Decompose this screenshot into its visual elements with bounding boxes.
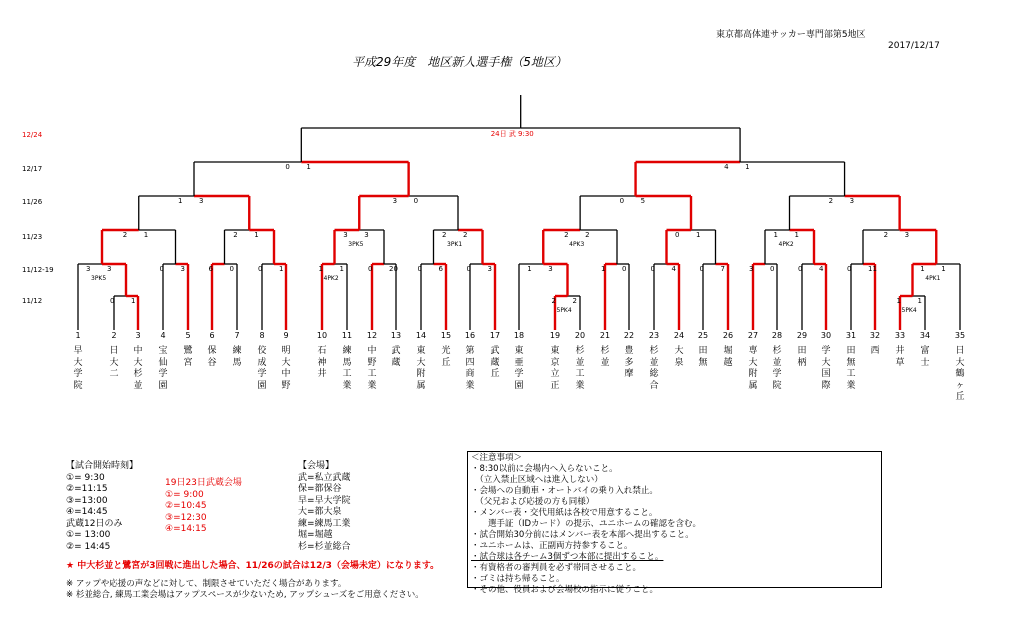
score-left: 1 [178, 197, 183, 205]
score-left: 3 [343, 231, 348, 239]
score-right: 6 [438, 265, 443, 273]
team-number: 9 [283, 331, 289, 340]
team-name: 鷺宮 [183, 346, 193, 368]
score-right: 2 [463, 231, 468, 239]
score-right: 3 [107, 265, 112, 273]
team-name: 杉並学院 [772, 346, 782, 391]
team-number: 10 [316, 331, 328, 340]
team-number: 21 [599, 331, 611, 340]
team-name: 杉並 [600, 346, 610, 368]
venues-heading: 【会場】 [298, 461, 335, 471]
team-name: 練馬 [232, 346, 242, 368]
score-right: 0 [622, 265, 627, 273]
score-right: 3 [180, 265, 185, 273]
musashi-time-2: ②=10:45 [165, 501, 207, 511]
team-name: 東京立正 [550, 346, 560, 391]
score-right: 1 [131, 297, 136, 305]
team-name: 宝仙学園 [158, 346, 168, 391]
score-left: 0 [285, 163, 290, 171]
team-name: 豊多摩 [624, 346, 634, 379]
score-right: 0 [229, 265, 234, 273]
team-number: 24 [673, 331, 685, 340]
score-right: 0 [770, 265, 775, 273]
team-name: 第四商業 [465, 346, 475, 391]
start-time-1: ①= 9:30 [66, 472, 105, 483]
team-name: 東大附属 [416, 346, 426, 391]
team-number: 35 [954, 331, 966, 340]
team-name: 堀越 [723, 346, 733, 368]
score-left: 1 [527, 265, 532, 273]
caution-line: ・ユニホームは、正副両方持参すること。 [471, 541, 633, 551]
team-name: 日大鶴ヶ丘 [955, 346, 965, 402]
score-right: 2 [585, 231, 590, 239]
score-left: 6 [208, 265, 213, 273]
score-left: 0 [417, 265, 422, 273]
musashi-12-heading: 武蔵12日のみ [66, 518, 123, 529]
score-right: 3 [548, 265, 553, 273]
team-name: 専大附属 [748, 346, 758, 391]
venue-5: 練=練馬工業 [298, 518, 351, 529]
round-date-round3: 11/23 [22, 233, 43, 241]
caution-line: 選手証（IDカード）の提示、ユニホームの確認を含む。 [471, 519, 702, 529]
caution-line: ・その他、役員および会場校の指示に従うこと。 [471, 585, 659, 595]
score-right: 1 [254, 231, 259, 239]
team-number: 17 [489, 331, 501, 340]
round-date-quarterfinal: 11/26 [22, 198, 43, 206]
caution-line: ・メンバー表・交代用紙は各校で用意すること。 [471, 508, 658, 518]
musashi-19-23-times [165, 478, 242, 536]
score-left: 1 [896, 297, 901, 305]
pk-result: 3PK5 [91, 275, 107, 282]
musashi-time-4: ④=14:15 [165, 524, 207, 534]
score-right: 1 [745, 163, 750, 171]
score-left: 2 [442, 231, 447, 239]
team-number: 28 [771, 331, 783, 340]
team-number: 15 [440, 331, 452, 340]
team-number: 14 [415, 331, 427, 340]
score-right: 1 [143, 231, 149, 239]
team-name: 杉並工業 [575, 346, 585, 391]
team-name: 佼成学園 [257, 346, 267, 391]
score-left: 0 [847, 265, 852, 273]
caution-line: ・有資格者の審判員を必ず帯同させること。 [471, 563, 642, 573]
caution-line-underlined: ・試合球は各チーム3個ずつ本部に提出すること。 [471, 552, 664, 562]
venue-3: 早=早大学院 [298, 495, 351, 506]
venue-1: 武=私立武蔵 [298, 472, 351, 483]
score-left: 3 [749, 265, 754, 273]
team-name: 田無 [698, 346, 708, 368]
organizer: 東京都高体連サッカー専門部第5地区 [716, 30, 866, 40]
team-number: 3 [135, 331, 141, 340]
team-number: 23 [648, 331, 660, 340]
round-date-round2: 11/12-19 [22, 266, 54, 274]
team-number: 33 [894, 331, 906, 340]
score-left: 0 [619, 197, 625, 205]
score-right: 1 [941, 265, 946, 273]
document-date: 2017/12/17 [888, 41, 940, 51]
score-left: 2 [233, 231, 238, 239]
team-name: 明大中野 [281, 346, 291, 391]
score-left: 0 [110, 297, 115, 305]
score-right: 20 [389, 265, 398, 273]
score-left: 0 [650, 265, 655, 273]
score-left: 1 [773, 231, 778, 239]
musashi-12-time-2: ②= 14:45 [66, 541, 111, 552]
score-left: 0 [258, 265, 263, 273]
team-number: 4 [160, 331, 166, 340]
score-left: 2 [564, 231, 569, 239]
team-name: 日大二 [109, 346, 119, 379]
score-right: 4 [819, 265, 824, 273]
team-name: 田無工業 [846, 346, 856, 391]
team-number: 11 [341, 331, 353, 340]
score-left: 0 [368, 265, 373, 273]
score-left: 4 [724, 163, 729, 171]
team-name: 井草 [895, 346, 905, 368]
score-right: 4 [671, 265, 676, 273]
score-left: 2 [551, 297, 556, 305]
team-name: 富士 [920, 346, 930, 368]
score-left: 1 [920, 265, 925, 273]
team-name: 中野工業 [367, 346, 377, 391]
score-right: 3 [364, 231, 369, 239]
start-time-4: ④=14:45 [66, 507, 108, 517]
score-left: 2 [122, 231, 128, 239]
pk-result: 5PK4 [556, 307, 572, 314]
team-number: 1 [75, 331, 81, 340]
score-left: 0 [798, 265, 803, 273]
score-right: 3 [199, 197, 204, 205]
start-time-3: ③=13:00 [66, 495, 108, 506]
caution-line: （立入禁止区域へは進入しない） [471, 475, 603, 485]
cautions-box [467, 451, 882, 595]
score-left: 3 [86, 265, 91, 273]
team-name: 武蔵 [391, 346, 401, 368]
team-number: 26 [722, 331, 734, 340]
score-right: 2 [572, 297, 577, 305]
score-right: 11 [868, 265, 877, 273]
musashi-12-time-1: ①= 13:00 [66, 530, 111, 540]
start-times [66, 461, 138, 553]
team-name: 早大学院 [73, 346, 83, 391]
team-number: 16 [464, 331, 476, 340]
team-name: 杉並総合 [649, 346, 659, 391]
score-right: 3 [849, 197, 855, 205]
venue-2: 保=都保谷 [298, 484, 342, 494]
pk-result: 4PK2 [323, 275, 339, 282]
team-name: 石神井 [317, 346, 327, 379]
score-right: 3 [487, 265, 492, 273]
team-number: 30 [820, 331, 832, 340]
team-number: 19 [549, 331, 561, 340]
caution-line: ・8:30以前に会場内へ入らないこと。 [471, 464, 618, 474]
score-left: 0 [159, 265, 164, 273]
team-number: 22 [623, 331, 635, 340]
team-name: 東亜学園 [514, 346, 524, 391]
venue-6: 堀=堀越 [298, 530, 333, 540]
notes [66, 579, 424, 601]
team-number: 13 [390, 331, 402, 340]
score-left: 1 [601, 265, 606, 273]
team-name: 田柄 [797, 346, 807, 368]
score-left: 2 [828, 197, 834, 205]
team-number: 34 [919, 331, 931, 340]
caution-line: ・ゴミは持ち帰ること。 [471, 574, 565, 584]
team-number: 25 [697, 331, 709, 340]
score-right: 5 [640, 197, 646, 205]
score-right: 1 [794, 231, 799, 239]
round-date-final: 12/24 [22, 131, 43, 139]
score-right: 3 [904, 231, 910, 239]
team-name: 保谷 [207, 346, 217, 368]
team-number: 31 [845, 331, 857, 340]
score-left: 1 [318, 265, 323, 273]
note-2: ※ 杉並総合, 練馬工業会場はアップスペースが少ないため, アップシューズをご用意ください。 [66, 590, 424, 600]
venue-7: 杉=杉並総合 [298, 541, 351, 552]
team-name: 大泉 [674, 346, 684, 368]
team-name: 学大国際 [821, 346, 831, 391]
pk-result: 5PK4 [901, 307, 917, 314]
team-name: 中大杉並 [133, 346, 143, 391]
team-number: 2 [111, 331, 117, 340]
cautions-heading: ＜注意事項＞ [471, 453, 523, 463]
musashi-19-23-heading: 19日23日武蔵会場 [165, 478, 242, 488]
team-number: 20 [574, 331, 586, 340]
team-name: 西 [870, 346, 880, 356]
team-number: 12 [366, 331, 378, 340]
score-right: 0 [413, 197, 419, 205]
team-number: 18 [513, 331, 525, 340]
score-left: 3 [392, 197, 398, 205]
team-number: 6 [209, 331, 215, 340]
score-right: 1 [917, 297, 922, 305]
page-title: 平成29年度 地区新人選手権（5地区） [352, 55, 567, 69]
team-name: 光丘 [441, 346, 451, 368]
team-number: 8 [259, 331, 265, 340]
team-number: 5 [185, 331, 191, 340]
venues [298, 461, 351, 553]
pk-result: 3PK5 [348, 241, 364, 248]
round-date-semifinal: 12/17 [22, 165, 43, 173]
pk-result: 4PK1 [925, 275, 941, 282]
musashi-time-1: ①= 9:00 [165, 489, 204, 500]
team-name: 武蔵丘 [490, 346, 500, 379]
score-left: 0 [675, 231, 680, 239]
pk-result: 4PK2 [778, 241, 794, 248]
team-number: 27 [747, 331, 759, 340]
team-number: 7 [234, 331, 240, 340]
team-name: 練馬工業 [342, 346, 352, 391]
final-match-label: 24日 武 9:30 [490, 130, 534, 138]
round-date-round1: 11/12 [22, 297, 43, 305]
score-right: 1 [306, 163, 311, 171]
venue-4: 大=都大泉 [298, 507, 342, 517]
team-number: 29 [796, 331, 808, 340]
score-left: 2 [883, 231, 889, 239]
musashi-time-3: ③=12:30 [165, 512, 207, 523]
score-right: 7 [720, 265, 725, 273]
warning-note: ★ 中大杉並と鷺宮が3回戦に進出した場合、11/26の試合は12/3（会場未定）になります。 [66, 561, 440, 571]
caution-line: ・会場への自動車・オートバイの乗り入れ禁止。 [471, 486, 658, 496]
pk-result: 3PK1 [447, 241, 463, 248]
start-times-heading: 【試合開始時刻】 [66, 461, 139, 471]
note-1: ※ アップや応援の声などに対して、制限させていただく場合があります。 [66, 579, 347, 589]
score-right: 1 [696, 231, 701, 239]
score-right: 1 [279, 265, 284, 273]
score-left: 0 [466, 265, 471, 273]
caution-line: ・試合開始30分前にはメンバー表を本部へ提出すること。 [471, 530, 694, 540]
score-left: 0 [699, 265, 704, 273]
caution-line: （父兄および応援の方も同様） [471, 497, 595, 507]
score-right: 1 [339, 265, 344, 273]
team-number: 32 [869, 331, 881, 340]
start-time-2: ②=11:15 [66, 484, 108, 494]
pk-result: 4PK3 [569, 241, 585, 248]
